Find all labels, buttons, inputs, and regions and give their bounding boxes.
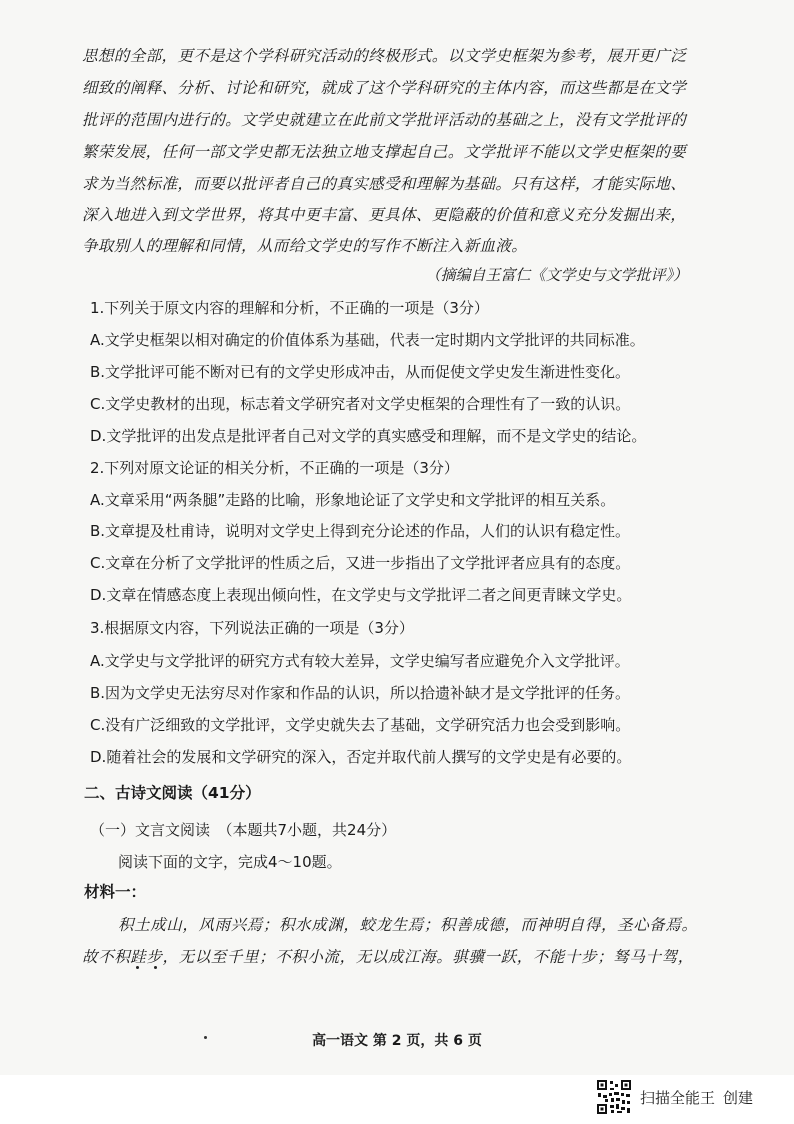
instruction-text: 阅读下面的文字，完成4～10题。	[118, 853, 342, 871]
question-option: A.文学史框架以相对确定的价值体系为基础，代表一定时期内文学批评的共同标准。	[90, 331, 645, 349]
scanner-watermark	[596, 1077, 753, 1117]
passage-line: 求为当然标准，而要以批评者自己的真实感受和理解为基础。只有这样，才能实际地、	[82, 175, 687, 193]
question-option: D.文学批评的出发点是批评者自己对文学的真实感受和理解，而不是文学史的结论。	[90, 427, 647, 445]
page-footer: 高一语文 第 2 页，共 6 页	[312, 1033, 482, 1049]
question-option: B.文学批评可能不断对已有的文学史形成冲击，从而促使文学史发生渐进性变化。	[90, 363, 631, 381]
question-option: C.没有广泛细致的文学批评，文学史就失去了基础，文学研究活力也会受到影响。	[90, 716, 631, 734]
emphasis-dot	[154, 966, 157, 969]
subsection-title: （一）文言文阅读 （本题共7小题，共24分）	[90, 821, 397, 839]
question-option: A.文学史与文学批评的研究方式有较大差异，文学史编写者应避免介入文学批评。	[90, 652, 630, 670]
question-option: A.文章采用“两条腿”走路的比喻，形象地论证了文学史和文学批评的相互关系。	[90, 491, 616, 509]
question-option: B.文章提及杜甫诗，说明对文学史上得到充分论述的作品，人们的认识有稳定性。	[90, 522, 631, 540]
emphasis-dot	[136, 966, 139, 969]
passage-line: 繁荣发展，任何一部文学史都无法独立地支撑起自己。文学批评不能以文学史框架的要	[82, 143, 687, 161]
passage-source: （摘编自王富仁《文学史与文学批评》）	[425, 266, 688, 284]
material-label: 材料一：	[84, 883, 147, 901]
question-stem: 2.下列对原文论证的相关分析，不正确的一项是（3分）	[90, 459, 459, 477]
section-title: 二、古诗文阅读（41分）	[84, 784, 261, 802]
passage-line: 细致的阐释、分析、讨论和研究，就成了这个学科研究的主体内容，而这些都是在文学	[82, 79, 687, 97]
question-option: D.文章在情感态度上表现出倾向性，在文学史与文学批评二者之间更青睐文学史。	[90, 586, 632, 604]
watermark-action: 创建	[723, 1088, 754, 1107]
question-option: C.文章在分析了文学批评的性质之后，又进一步指出了文学批评者应具有的态度。	[90, 554, 631, 572]
passage-line: 深入地进入到文学世界，将其中更丰富、更具体、更隐蔽的价值和意义充分发掘出来，	[82, 206, 687, 224]
passage-line: 思想的全部，更不是这个学科研究活动的终极形式。以文学史框架为参考，展开更广泛	[82, 47, 687, 65]
passage-line: 批评的范围内进行的。文学史就建立在此前文学批评活动的基础之上，没有文学批评的	[82, 111, 687, 129]
qr-code-icon	[596, 1079, 632, 1115]
question-option: C.文学史教材的出现，标志着文学研究者对文学史框架的合理性有了一致的认识。	[90, 395, 631, 413]
question-stem: 3.根据原文内容，下列说法正确的一项是（3分）	[90, 619, 414, 637]
passage-line: 争取别人的理解和同情，从而给文学史的写作不断注入新血液。	[82, 237, 528, 255]
classical-text-line: 积土成山，风雨兴焉；积水成渊，蛟龙生焉；积善成德，而神明自得，圣心备焉。	[118, 916, 698, 934]
question-option: D.随着社会的发展和文学研究的深入，否定并取代前人撰写的文学史是有必要的。	[90, 748, 632, 766]
watermark-app-name: 扫描全能王	[640, 1088, 716, 1107]
question-stem: 1.下列关于原文内容的理解和分析，不正确的一项是（3分）	[90, 299, 489, 317]
classical-text-line: 故不积跬步，无以至千里；不积小流，无以成江海。骐骥一跃，不能十步；驽马十驾，	[82, 948, 694, 966]
question-option: B.因为文学史无法穷尽对作家和作品的认识，所以拾遗补缺才是文学批评的任务。	[90, 684, 631, 702]
